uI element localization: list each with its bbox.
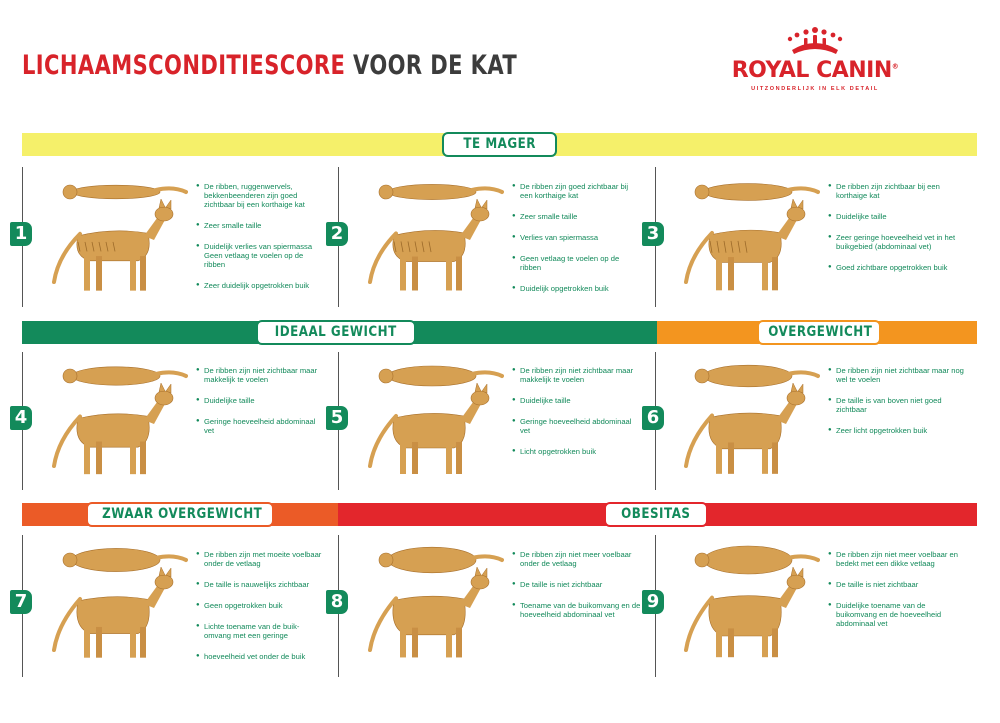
score-panel-6 bbox=[642, 352, 964, 487]
score-description-list bbox=[196, 182, 326, 302]
cat-side-view bbox=[686, 383, 805, 474]
score-description-item: ● Duidelijk opgetrokken buik bbox=[512, 284, 642, 293]
score-panel-3 bbox=[642, 168, 956, 303]
score-description-item: ● Duidelijke taille bbox=[828, 212, 968, 221]
score-description-item: ● Duidelijke taille bbox=[512, 396, 642, 405]
crown-icon bbox=[784, 26, 846, 56]
score-panel-9 bbox=[642, 536, 958, 671]
brand-tagline: UITZONDERLIJK IN ELK DETAIL bbox=[751, 86, 879, 92]
score-description-list bbox=[512, 366, 642, 468]
cat-illustration bbox=[670, 354, 820, 482]
score-description-list bbox=[512, 550, 642, 631]
score-description-list bbox=[828, 550, 968, 640]
cat-top-view bbox=[695, 184, 818, 201]
score-description-item: ● Geringe hoeveelheid abdominaal vet bbox=[512, 417, 642, 435]
score-panel-2 bbox=[326, 168, 636, 303]
cat-top-view bbox=[379, 184, 502, 199]
cat-illustration bbox=[38, 354, 188, 482]
cat-top-view bbox=[63, 185, 186, 199]
score-description-list bbox=[512, 182, 642, 305]
cat-illustration bbox=[670, 170, 820, 298]
brand-name: ROYAL CANIN® bbox=[731, 58, 899, 83]
score-description-item: ● De ribben zijn niet zichtbaar maar makkelijk te voelen bbox=[512, 366, 642, 384]
cat-top-view bbox=[695, 365, 818, 387]
cat-figure bbox=[38, 354, 188, 487]
cat-figure bbox=[354, 354, 504, 487]
score-description-item: ● Zeer smalle taille bbox=[512, 212, 642, 221]
score-description-item: ● Zeer smalle taille bbox=[196, 221, 326, 230]
cat-illustration bbox=[38, 538, 188, 666]
cat-figure bbox=[670, 170, 820, 303]
cat-side-view bbox=[54, 199, 173, 291]
cat-figure bbox=[38, 170, 188, 303]
score-number: 5 bbox=[326, 406, 348, 430]
score-description-item: ● Lichte toename van de buik-omvang met een geringe bbox=[196, 622, 326, 640]
score-number: 2 bbox=[326, 222, 348, 246]
score-description-item: ● De taille is niet zichtbaar bbox=[512, 580, 642, 589]
cat-top-view bbox=[63, 548, 186, 571]
cat-top-view bbox=[63, 367, 186, 385]
score-description-item: ● Zeer geringe hoeveelheid vet in het buikgebied (abdominaal vet) bbox=[828, 233, 968, 251]
cat-illustration bbox=[354, 354, 504, 482]
score-description-item: ● Zeer duidelijk opgetrokken buik bbox=[196, 281, 326, 290]
score-description-item: ● Duidelijk verlies van spiermassa Geen vetlaag te voelen op de ribben bbox=[196, 242, 326, 269]
label-zwaar-overgewicht: ZWAAR OVERGEWICHT bbox=[86, 502, 274, 527]
score-description-item: ● Geen opgetrokken buik bbox=[196, 601, 326, 610]
score-number: 4 bbox=[10, 406, 32, 430]
score-number: 1 bbox=[10, 222, 32, 246]
score-number: 6 bbox=[642, 406, 664, 430]
cat-side-view bbox=[370, 199, 489, 290]
score-description-item: ● Geen vetlaag te voelen op de ribben bbox=[512, 254, 642, 272]
cat-figure bbox=[670, 354, 820, 487]
score-panel-1 bbox=[10, 168, 320, 303]
cat-figure bbox=[354, 170, 504, 303]
cat-figure bbox=[38, 538, 188, 671]
cat-figure bbox=[354, 538, 504, 671]
score-description-list bbox=[196, 550, 326, 673]
score-panel-5 bbox=[326, 352, 636, 487]
score-description-item: ● De ribben zijn niet meer voelbaar onder de vetlaag bbox=[512, 550, 642, 568]
page-title bbox=[22, 50, 517, 81]
cat-illustration bbox=[354, 170, 504, 298]
score-description-item: ● Zeer licht opgetrokken buik bbox=[828, 426, 968, 435]
score-description-item: ● De taille is van boven niet goed zichtbaar bbox=[828, 396, 968, 414]
score-description-item: ● De ribben zijn niet meer voelbaar en bedekt met een dikke vetlaag bbox=[828, 550, 968, 568]
score-description-item: ● Goed zichtbare opgetrokken buik bbox=[828, 263, 968, 272]
score-description-item: ● Duidelijke taille bbox=[196, 396, 326, 405]
score-description-list bbox=[828, 182, 968, 284]
score-description-list bbox=[196, 366, 326, 447]
cat-side-view bbox=[54, 383, 173, 474]
score-description-item: ● Geringe hoeveelheid abdominaal vet bbox=[196, 417, 326, 435]
score-number: 3 bbox=[642, 222, 664, 246]
cat-figure bbox=[670, 538, 820, 671]
score-description-item: ● Toename van de buikomvang en de hoeveelheid abdominaal vet bbox=[512, 601, 642, 619]
cat-top-view bbox=[379, 547, 502, 573]
score-panel-8 bbox=[326, 536, 641, 671]
score-description-item: ● Licht opgetrokken buik bbox=[512, 447, 642, 456]
score-description-item: ● De ribben, ruggenwervels, bekkenbeenderen zijn goed zichtbaar bij een korthaige kat bbox=[196, 182, 326, 209]
score-description-item: ● Duidelijke toename van de buikomvang en de hoeveelheid abdominaal vet bbox=[828, 601, 968, 628]
label-te-mager: TE MAGER bbox=[442, 132, 557, 157]
score-description-item: ● De ribben zijn zichtbaar bij een korthaige kat bbox=[828, 182, 968, 200]
label-obesitas: OBESITAS bbox=[604, 502, 708, 527]
cat-side-view bbox=[370, 383, 489, 474]
cat-side-view bbox=[686, 567, 805, 657]
page-title-main: LICHAAMSCONDITIESCORE bbox=[22, 50, 346, 81]
score-description-item: ● De ribben zijn niet zichtbaar maar nog wel te voelen bbox=[828, 366, 968, 384]
score-panel-4 bbox=[10, 352, 320, 487]
cat-side-view bbox=[370, 567, 489, 657]
cat-top-view bbox=[695, 546, 818, 574]
score-panel-7 bbox=[10, 536, 320, 671]
cat-illustration bbox=[354, 538, 504, 666]
cat-illustration bbox=[38, 170, 188, 298]
score-description-item: ● De taille is niet zichtbaar bbox=[828, 580, 968, 589]
score-number: 8 bbox=[326, 590, 348, 614]
score-description-item: ● De taille is nauwelijks zichtbaar bbox=[196, 580, 326, 589]
page-title-sub: VOOR DE KAT bbox=[353, 50, 518, 81]
cat-illustration bbox=[670, 538, 820, 666]
score-description-item: ● De ribben zijn niet zichtbaar maar makkelijk te voelen bbox=[196, 366, 326, 384]
cat-side-view bbox=[686, 199, 805, 290]
cat-top-view bbox=[379, 366, 502, 386]
score-number: 7 bbox=[10, 590, 32, 614]
score-description-item: ● De ribben zijn met moeite voelbaar onder de vetlaag bbox=[196, 550, 326, 568]
score-description-item: ● De ribben zijn goed zichtbaar bij een korthaige kat bbox=[512, 182, 642, 200]
score-description-item: ● hoeveelheid vet onder de buik bbox=[196, 652, 326, 661]
score-description-list bbox=[828, 366, 968, 447]
label-overgewicht: OVERGEWICHT bbox=[757, 320, 881, 345]
cat-side-view bbox=[54, 567, 173, 658]
score-description-item: ● Verlies van spiermassa bbox=[512, 233, 642, 242]
royal-canin-logo bbox=[730, 26, 900, 98]
label-ideaal-gewicht: IDEAAL GEWICHT bbox=[256, 320, 416, 345]
score-number: 9 bbox=[642, 590, 664, 614]
